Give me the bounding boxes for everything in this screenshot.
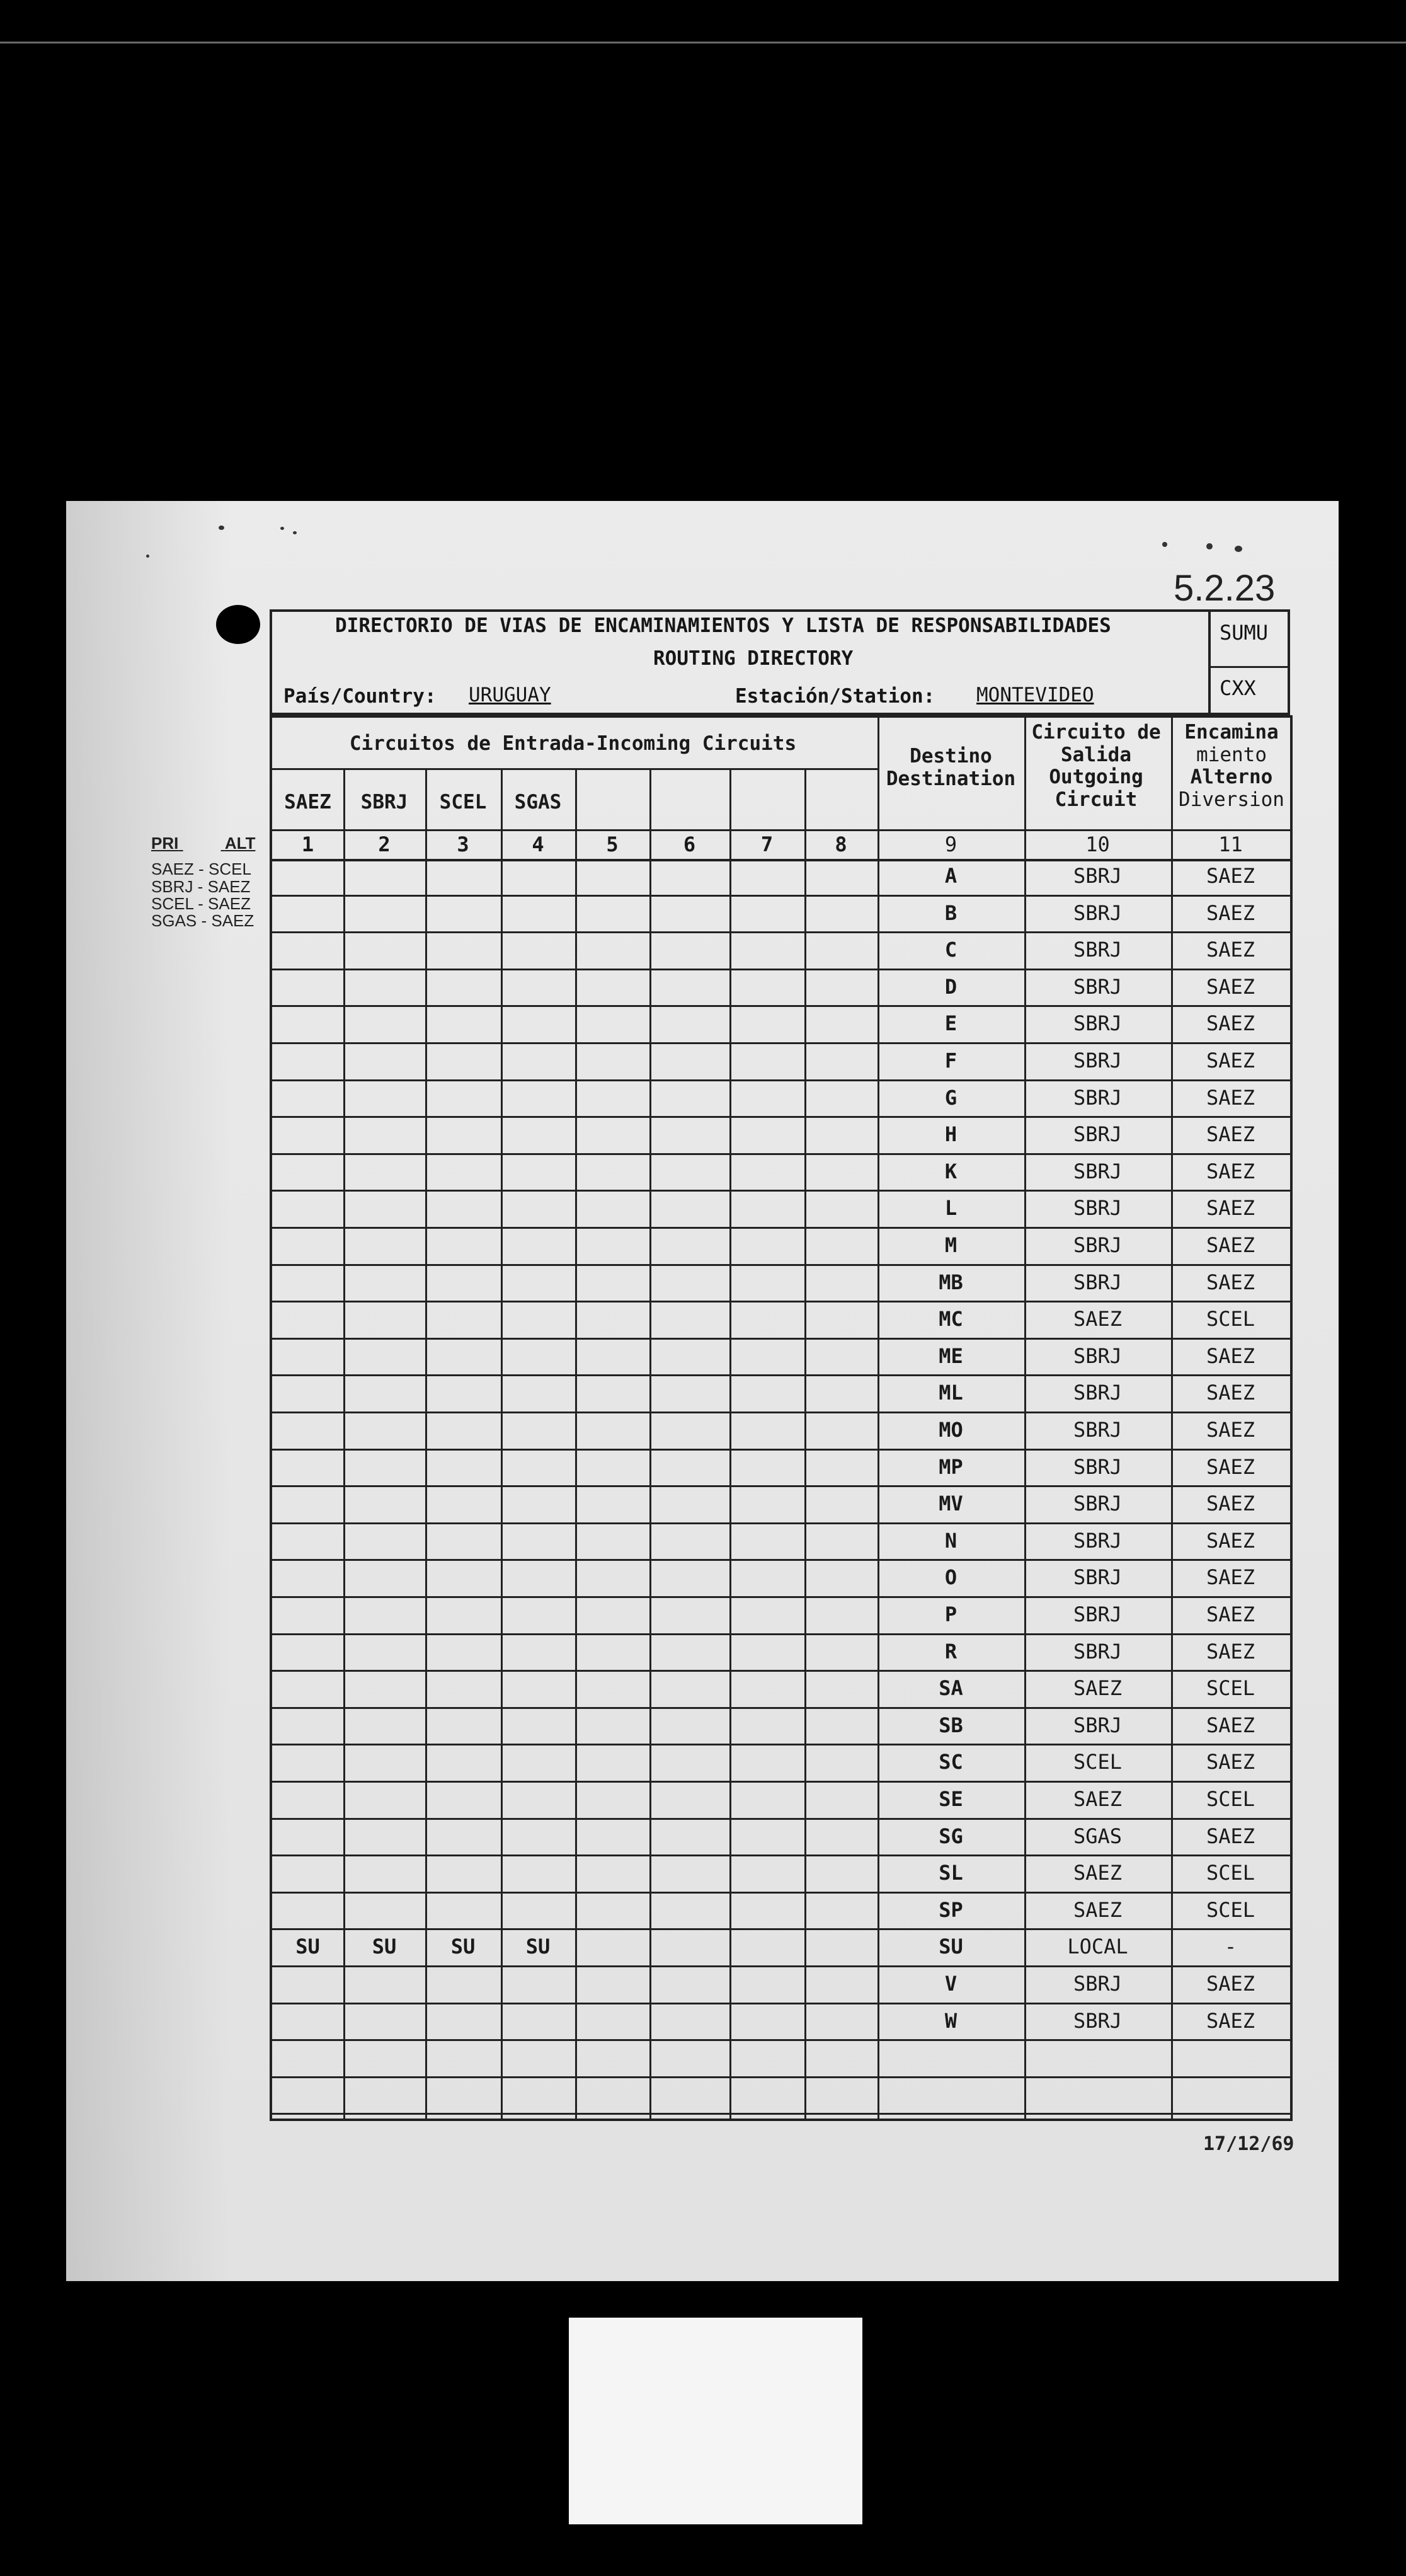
diversion-cell: SAEZ (1206, 1122, 1255, 1146)
diversion-cell: SAEZ (1206, 1381, 1255, 1405)
diversion-cell: SAEZ (1206, 1602, 1255, 1626)
row-divider (272, 1818, 1290, 1820)
destination-cell: SP (939, 1898, 963, 1922)
row-divider (272, 1338, 1290, 1340)
outgoing-circuit-cell: SBRJ (1073, 1565, 1123, 1589)
column-divider (804, 768, 806, 2119)
incoming-cell: SU (372, 1935, 397, 1958)
destination-cell: SL (939, 1861, 963, 1885)
header-divider (272, 829, 1290, 831)
destination-cell: F (944, 1049, 957, 1072)
paper-speck (219, 526, 224, 530)
outgoing-circuit-cell: SBRJ (1073, 1640, 1123, 1664)
column-divider (575, 768, 577, 2119)
outgoing-circuit-cell: SBRJ (1073, 1713, 1123, 1737)
incoming-cell: SU (450, 1935, 476, 1958)
diversion-cell: SAEZ (1206, 1418, 1255, 1442)
row-divider (272, 2113, 1290, 2115)
row-divider (272, 1264, 1290, 1266)
routing-table (270, 715, 1293, 2121)
destination-cell: SE (939, 1787, 963, 1811)
outgoing-circuit-cell: SGAS (1073, 1824, 1123, 1848)
row-divider (272, 2039, 1290, 2041)
country-value: URUGUAY (469, 684, 551, 706)
outgoing-label-en2: Circuit (1054, 788, 1138, 811)
diversion-cell: - (1224, 1935, 1237, 1958)
column-divider (343, 768, 345, 2119)
row-divider (272, 1744, 1290, 1745)
destination-label-en: Destination (886, 767, 1016, 790)
outgoing-label-en: Outgoing (1049, 766, 1143, 789)
destination-cell: MV (939, 1492, 963, 1515)
station-value: MONTEVIDEO (976, 684, 1094, 706)
row-divider (272, 1633, 1290, 1635)
outgoing-circuit-cell: SAEZ (1073, 1676, 1123, 1700)
outgoing-circuit-cell: SBRJ (1073, 1122, 1123, 1146)
diversion-cell: SAEZ (1206, 938, 1255, 962)
row-divider (272, 1449, 1290, 1451)
outgoing-circuit-cell: SBRJ (1073, 1159, 1123, 1183)
outgoing-circuit-cell: SBRJ (1073, 1381, 1123, 1405)
legend-pair: SAEZ - SCEL (151, 860, 251, 879)
column-number: 2 (378, 832, 391, 856)
diversion-cell: SAEZ (1206, 1713, 1255, 1737)
row-divider (272, 1928, 1290, 1930)
column-number: 1 (301, 832, 314, 856)
scan-top-line (0, 42, 1406, 43)
diversion-cell: SAEZ (1206, 1824, 1255, 1848)
row-divider (272, 931, 1290, 933)
destination-cell: ML (939, 1381, 963, 1405)
legend-pair: SGAS - SAEZ (151, 911, 254, 931)
row-divider (272, 895, 1290, 897)
destination-cell: O (944, 1565, 957, 1589)
column-number: 11 (1218, 832, 1243, 856)
row-divider (272, 1005, 1290, 1007)
country-label: País/Country: (283, 685, 437, 708)
row-divider (272, 1153, 1290, 1155)
column-number: 7 (760, 832, 774, 856)
diversion-cell: SAEZ (1206, 1049, 1255, 1072)
row-divider (272, 1412, 1290, 1413)
destination-cell: H (944, 1122, 957, 1146)
destination-label-es: Destino (910, 745, 992, 768)
alt-label: ALT (224, 834, 256, 853)
punch-hole (216, 605, 260, 644)
incoming-circuit-label: SCEL (439, 791, 487, 814)
document-subtitle: ROUTING DIRECTORY (653, 647, 854, 670)
diversion-cell: SAEZ (1206, 1086, 1255, 1110)
incoming-group-divider (272, 768, 877, 770)
station-label: Estación/Station: (735, 685, 935, 708)
diversion-label-en2: Diversion (1179, 788, 1284, 811)
destination-cell: D (944, 975, 957, 999)
diversion-cell: SAEZ (1206, 1344, 1255, 1368)
row-divider (272, 1227, 1290, 1229)
destination-cell: V (944, 1972, 957, 1996)
outgoing-circuit-cell: SBRJ (1073, 864, 1123, 888)
outgoing-circuit-cell: SAEZ (1073, 1787, 1123, 1811)
diversion-label-en: Alterno (1190, 766, 1273, 789)
document-date: 17/12/69 (1203, 2133, 1295, 2155)
outgoing-circuit-cell: SBRJ (1073, 1344, 1123, 1368)
column-divider (425, 768, 427, 2119)
diversion-cell: SAEZ (1206, 1196, 1255, 1220)
column-number: 9 (944, 832, 957, 856)
row-divider (272, 1707, 1290, 1709)
station-code: SUMU (1220, 621, 1269, 645)
diversion-cell: SAEZ (1206, 1159, 1255, 1183)
row-divider (272, 1374, 1290, 1376)
outgoing-circuit-cell: SBRJ (1073, 1972, 1123, 1996)
destination-cell: MO (939, 1418, 963, 1442)
destination-cell: M (944, 1233, 957, 1257)
document-title: DIRECTORIO DE VIAS DE ENCAMINAMIENTOS Y LISTA DE RESPONSABILIDADES (335, 614, 1111, 637)
outgoing-circuit-cell: SCEL (1073, 1750, 1123, 1774)
destination-header (880, 745, 1022, 790)
row-divider (272, 969, 1290, 970)
station-code-box (1208, 609, 1290, 715)
row-divider (272, 1596, 1290, 1598)
incoming-circuits-header: Circuitos de Entrada-Incoming Circuits (349, 732, 797, 755)
diversion-cell: SAEZ (1206, 901, 1255, 925)
destination-cell: C (944, 938, 957, 962)
routing-directory-header (270, 609, 1211, 715)
incoming-circuit-label: SBRJ (360, 791, 408, 814)
row-divider (272, 1559, 1290, 1561)
diversion-cell: SAEZ (1206, 2009, 1255, 2033)
outgoing-circuit-cell: SAEZ (1073, 1307, 1123, 1331)
row-divider (272, 1301, 1290, 1302)
outgoing-circuit-cell: SAEZ (1073, 1898, 1123, 1922)
diversion-cell: SCEL (1206, 1676, 1255, 1700)
column-number: 6 (683, 832, 696, 856)
paper-speck (1235, 546, 1242, 552)
incoming-circuit-label: SGAS (514, 791, 562, 814)
row-divider (272, 1190, 1290, 1192)
diversion-cell: SCEL (1206, 1861, 1255, 1885)
destination-cell: P (944, 1602, 957, 1626)
column-divider (649, 768, 651, 2119)
diversion-cell: SAEZ (1206, 1640, 1255, 1664)
outgoing-circuit-cell: SBRJ (1073, 1196, 1123, 1220)
incoming-circuit-label: SAEZ (284, 791, 331, 814)
incoming-cell: SU (525, 1935, 551, 1958)
incoming-cell: SU (295, 1935, 320, 1958)
outgoing-circuit-cell: SBRJ (1073, 1492, 1123, 1515)
destination-cell: W (944, 2009, 957, 2033)
row-divider (272, 1892, 1290, 1894)
destination-cell: SC (939, 1750, 963, 1774)
destination-cell: MB (939, 1270, 963, 1294)
pri-alt-legend (151, 835, 255, 929)
diversion-cell: SAEZ (1206, 864, 1255, 888)
destination-cell: G (944, 1086, 957, 1110)
legend-pair: SCEL - SAEZ (151, 894, 251, 913)
diversion-header (1172, 722, 1291, 812)
outgoing-circuit-cell: SBRJ (1073, 1602, 1123, 1626)
row-divider (272, 2003, 1290, 2004)
row-divider (272, 2076, 1290, 2078)
destination-cell: SA (939, 1676, 963, 1700)
diversion-cell: SAEZ (1206, 1011, 1255, 1035)
diversion-cell: SCEL (1206, 1307, 1255, 1331)
outgoing-circuit-cell: SBRJ (1073, 1270, 1123, 1294)
diversion-cell: SAEZ (1206, 1565, 1255, 1589)
paper-speck (280, 527, 284, 530)
outgoing-circuit-cell: SBRJ (1073, 1086, 1123, 1110)
destination-cell: N (944, 1529, 957, 1553)
paper-speck (146, 555, 149, 558)
column-number: 10 (1085, 832, 1110, 856)
paper-speck (1206, 543, 1213, 549)
diversion-cell: SAEZ (1206, 1972, 1255, 1996)
pri-label: PRI (151, 834, 179, 853)
outgoing-circuit-cell: SBRJ (1073, 901, 1123, 925)
outgoing-circuit-cell: SBRJ (1073, 1049, 1123, 1072)
outgoing-circuit-cell: SBRJ (1073, 2009, 1123, 2033)
diversion-label-es2: miento (1196, 743, 1267, 766)
destination-cell: SU (939, 1935, 963, 1958)
legend-header (151, 835, 255, 852)
destination-cell: E (944, 1011, 957, 1035)
destination-cell: SG (939, 1824, 963, 1848)
number-row-divider (272, 859, 1290, 861)
row-divider (272, 1079, 1290, 1081)
row-divider (272, 1854, 1290, 1856)
column-divider (501, 768, 503, 2119)
destination-cell: R (944, 1640, 957, 1664)
diversion-cell: SAEZ (1206, 1455, 1255, 1479)
diversion-cell: SAEZ (1206, 975, 1255, 999)
diversion-cell: SCEL (1206, 1787, 1255, 1811)
diversion-cell: SAEZ (1206, 1529, 1255, 1553)
diversion-label-es: Encamina (1184, 721, 1279, 744)
outgoing-circuit-cell: SAEZ (1073, 1861, 1123, 1885)
outgoing-circuit-cell: SBRJ (1073, 1233, 1123, 1257)
destination-cell: MC (939, 1307, 963, 1331)
destination-cell: B (944, 901, 957, 925)
page-number: 5.2.23 (1174, 568, 1276, 609)
outgoing-circuit-cell: SBRJ (1073, 938, 1123, 962)
column-number: 5 (606, 832, 619, 856)
diversion-cell: SAEZ (1206, 1750, 1255, 1774)
paper-speck (293, 531, 297, 534)
outgoing-circuit-cell: LOCAL (1067, 1935, 1128, 1958)
row-divider (272, 1965, 1290, 1967)
row-divider (272, 1485, 1290, 1487)
row-divider (272, 1522, 1290, 1524)
outgoing-circuit-cell: SBRJ (1073, 1011, 1123, 1035)
outgoing-label-es2: Salida (1061, 743, 1131, 766)
diversion-cell: SAEZ (1206, 1233, 1255, 1257)
diversion-cell: SAEZ (1206, 1270, 1255, 1294)
column-number: 3 (457, 832, 469, 856)
code-box-divider (1211, 666, 1288, 668)
outgoing-circuit-cell: SBRJ (1073, 1455, 1123, 1479)
legend-pair: SBRJ - SAEZ (151, 877, 251, 896)
destination-cell: SB (939, 1713, 963, 1737)
column-divider (729, 768, 731, 2119)
station-code-secondary: CXX (1220, 676, 1256, 700)
row-divider (272, 1116, 1290, 1118)
outgoing-label-es: Circuito de (1031, 721, 1161, 744)
destination-cell: L (944, 1196, 957, 1220)
paper-speck (1162, 542, 1167, 547)
outgoing-circuit-cell: SBRJ (1073, 1418, 1123, 1442)
diversion-cell: SAEZ (1206, 1492, 1255, 1515)
column-number: 4 (532, 832, 544, 856)
diversion-cell: SCEL (1206, 1898, 1255, 1922)
column-number: 8 (835, 832, 847, 856)
blank-label-strip (569, 2318, 862, 2524)
outgoing-circuit-cell: SBRJ (1073, 975, 1123, 999)
row-divider (272, 1781, 1290, 1783)
destination-cell: A (944, 864, 957, 888)
outgoing-circuit-cell: SBRJ (1073, 1529, 1123, 1553)
row-divider (272, 1670, 1290, 1672)
row-divider (272, 1042, 1290, 1044)
destination-cell: K (944, 1159, 957, 1183)
destination-cell: MP (939, 1455, 963, 1479)
outgoing-circuit-header (1023, 722, 1169, 812)
destination-cell: ME (939, 1344, 963, 1368)
